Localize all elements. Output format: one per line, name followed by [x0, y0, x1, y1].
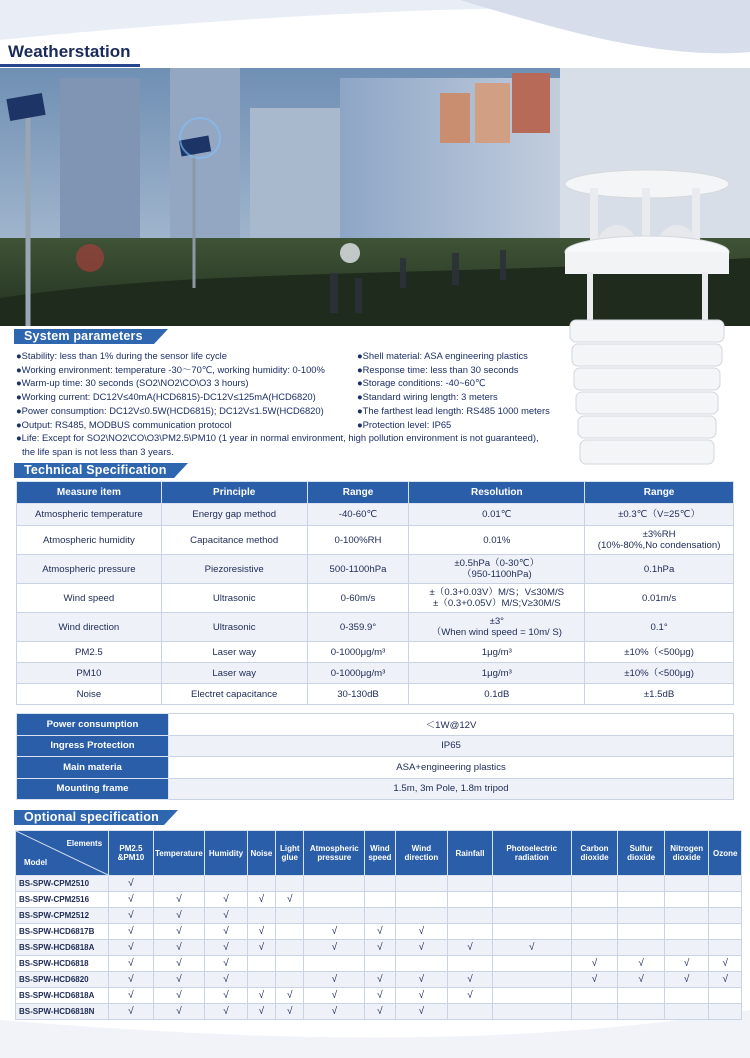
model-name: BS-SPW-HCD6820 — [16, 972, 109, 988]
check-mark: √ — [153, 956, 205, 972]
spec-value: IP65 — [169, 735, 734, 757]
empty-cell — [247, 908, 275, 924]
table-row — [17, 684, 734, 705]
check-mark: √ — [365, 988, 395, 1004]
table-row — [17, 613, 734, 642]
element-column-header: Noise — [247, 831, 275, 876]
table-cell: 1μg/m³ — [409, 642, 585, 663]
check-mark: √ — [395, 940, 448, 956]
check-mark: √ — [153, 924, 205, 940]
table-cell: Wind speed — [17, 584, 162, 613]
model-name: BS-SPW-CPM2510 — [16, 876, 109, 892]
empty-cell — [304, 956, 365, 972]
empty-cell — [492, 1004, 571, 1020]
empty-cell — [664, 988, 709, 1004]
empty-cell — [205, 876, 248, 892]
empty-cell — [709, 940, 742, 956]
empty-cell — [709, 876, 742, 892]
param-line: ●Shell material: ASA engineering plastics — [357, 350, 528, 361]
element-column-header: Wind direction — [395, 831, 448, 876]
system-parameters-right — [357, 349, 550, 431]
check-mark: √ — [247, 1004, 275, 1020]
system-parameters-heading: System parameters — [14, 329, 154, 344]
empty-cell — [276, 908, 304, 924]
empty-cell — [709, 892, 742, 908]
check-mark: √ — [395, 1004, 448, 1020]
element-column-header: Temperature — [153, 831, 205, 876]
empty-cell — [571, 892, 618, 908]
page-title: Weatherstation — [8, 42, 131, 61]
table-cell: 500-1100hPa — [307, 555, 409, 584]
technical-spec-table — [16, 481, 734, 705]
technical-spec-heading: Technical Specification — [14, 463, 174, 478]
empty-cell — [448, 876, 493, 892]
empty-cell — [492, 892, 571, 908]
empty-cell — [276, 972, 304, 988]
table-cell: 0.1hPa — [585, 555, 734, 584]
empty-cell — [153, 876, 205, 892]
corner-elements-label: Elements — [66, 839, 103, 848]
check-mark: √ — [276, 988, 304, 1004]
col-header: Measure item — [17, 482, 162, 504]
empty-cell — [709, 988, 742, 1004]
spec-row — [17, 714, 734, 736]
check-mark: √ — [247, 892, 275, 908]
check-mark: √ — [205, 892, 248, 908]
table-cell: 0-1000μg/m³ — [307, 663, 409, 684]
table-cell: Ultrasonic — [161, 613, 307, 642]
optional-spec-table — [15, 830, 742, 1020]
empty-cell — [448, 908, 493, 924]
table-cell: 0.1dB — [409, 684, 585, 705]
table-cell: 0-60m/s — [307, 584, 409, 613]
model-row — [16, 956, 742, 972]
spec-label: Mounting frame — [17, 778, 169, 800]
table-cell: Noise — [17, 684, 162, 705]
check-mark: √ — [205, 924, 248, 940]
empty-cell — [247, 972, 275, 988]
spec-row — [17, 757, 734, 779]
table-row — [17, 642, 734, 663]
check-mark: √ — [153, 908, 205, 924]
table-cell: Laser way — [161, 663, 307, 684]
table-cell: ±（0.3+0.03V）M/S；V≤30M/S ±（0.3+0.05V）M/S;V≥30M/S — [409, 584, 585, 613]
table-row — [17, 526, 734, 555]
corner-model-label: Model — [24, 858, 48, 867]
element-column-header: Sulfur dioxide — [618, 831, 665, 876]
table-cell: Atmospheric temperature — [17, 504, 162, 526]
check-mark: √ — [365, 924, 395, 940]
system-parameters-life — [16, 431, 539, 458]
empty-cell — [492, 972, 571, 988]
param-line: ●Working environment: temperature -30～70℃, working humidity: 0-100% — [16, 363, 325, 375]
empty-cell — [618, 1004, 665, 1020]
spec-row — [17, 735, 734, 757]
check-mark: √ — [276, 1004, 304, 1020]
check-mark: √ — [618, 956, 665, 972]
empty-cell — [664, 940, 709, 956]
empty-cell — [709, 908, 742, 924]
element-column-header: Atmospheric pressure — [304, 831, 365, 876]
param-line: ●Protection level: IP65 — [357, 418, 452, 430]
table-cell: 0-359.9° — [307, 613, 409, 642]
model-name: BS-SPW-HCD6818A — [16, 940, 109, 956]
param-line: ●Warm-up time: 30 seconds (SO2\NO2\CO\O3 3 hours) — [16, 377, 249, 389]
empty-cell — [664, 1004, 709, 1020]
spec-value: ASA+engineering plastics — [169, 757, 734, 779]
empty-cell — [492, 988, 571, 1004]
check-mark: √ — [109, 940, 154, 956]
check-mark: √ — [247, 924, 275, 940]
table-cell: 0-100%RH — [307, 526, 409, 555]
table-cell: -40-60℃ — [307, 504, 409, 526]
table-cell: Atmospheric pressure — [17, 555, 162, 584]
empty-cell — [304, 876, 365, 892]
table-cell: ±0.3℃（V=25℃） — [585, 504, 734, 526]
element-column-header: Humidity — [205, 831, 248, 876]
table-row — [17, 504, 734, 526]
model-row — [16, 940, 742, 956]
check-mark: √ — [109, 876, 154, 892]
table-cell: Energy gap method — [161, 504, 307, 526]
check-mark: √ — [109, 892, 154, 908]
check-mark: √ — [304, 972, 365, 988]
empty-cell — [618, 908, 665, 924]
empty-cell — [365, 908, 395, 924]
model-row — [16, 988, 742, 1004]
check-mark: √ — [109, 1004, 154, 1020]
table-cell: ±1.5dB — [585, 684, 734, 705]
weather-station-device-image — [552, 160, 742, 480]
empty-cell — [276, 940, 304, 956]
col-header: Principle — [161, 482, 307, 504]
element-column-header: Carbon dioxide — [571, 831, 618, 876]
table-cell: Atmospheric humidity — [17, 526, 162, 555]
check-mark: √ — [365, 1004, 395, 1020]
element-column-header: Nitrogen dioxide — [664, 831, 709, 876]
spec-value: ＜1W@12V — [169, 714, 734, 736]
check-mark: √ — [304, 988, 365, 1004]
empty-cell — [365, 876, 395, 892]
table-row — [17, 584, 734, 613]
empty-cell — [448, 956, 493, 972]
check-mark: √ — [205, 988, 248, 1004]
empty-cell — [276, 876, 304, 892]
empty-cell — [571, 940, 618, 956]
life-line-1: ●Life: Except for SO2\NO2\CO\O3\PM2.5\PM10 (1 year in normal environment, high pollution environment is not guaranteed), — [16, 432, 539, 443]
check-mark: √ — [153, 988, 205, 1004]
empty-cell — [664, 908, 709, 924]
table-cell: Laser way — [161, 642, 307, 663]
param-line: ●Working current: DC12V≤40mA(HCD6815)-DC12V≤125mA(HCD6820) — [16, 391, 316, 403]
empty-cell — [304, 892, 365, 908]
empty-cell — [664, 892, 709, 908]
check-mark: √ — [664, 972, 709, 988]
model-name: BS-SPW-HCD6818 — [16, 956, 109, 972]
table-cell: PM10 — [17, 663, 162, 684]
empty-cell — [571, 876, 618, 892]
model-name: BS-SPW-HCD6818N — [16, 1004, 109, 1020]
element-column-header: Wind speed — [365, 831, 395, 876]
empty-cell — [395, 876, 448, 892]
spec-row — [17, 778, 734, 800]
table-cell: ±3%RH (10%-80%,No condensation) — [585, 526, 734, 555]
empty-cell — [492, 876, 571, 892]
element-column-header: Light glue — [276, 831, 304, 876]
check-mark: √ — [247, 988, 275, 1004]
life-line-2: the life span is not less than 3 years. — [22, 445, 174, 457]
title-underline — [0, 64, 140, 67]
empty-cell — [448, 924, 493, 940]
param-line: ●Response time: less than 30 seconds — [357, 363, 519, 375]
check-mark: √ — [709, 956, 742, 972]
col-header: Range — [585, 482, 734, 504]
check-mark: √ — [153, 892, 205, 908]
empty-cell — [618, 924, 665, 940]
check-mark: √ — [395, 988, 448, 1004]
empty-cell — [276, 924, 304, 940]
empty-cell — [618, 940, 665, 956]
table-cell: 0-1000μg/m³ — [307, 642, 409, 663]
table-cell: ±0.5hPa（0-30℃） （950-1100hPa) — [409, 555, 585, 584]
param-line: ●Power consumption: DC12V≤0.5W(HCD6815); DC12V≤1.5W(HCD6820) — [16, 404, 324, 416]
table-cell: 0.01m/s — [585, 584, 734, 613]
table-cell: 30-130dB — [307, 684, 409, 705]
model-row — [16, 972, 742, 988]
empty-cell — [492, 956, 571, 972]
check-mark: √ — [395, 972, 448, 988]
empty-cell — [571, 1004, 618, 1020]
spec-label: Main materia — [17, 757, 169, 779]
model-name: BS-SPW-CPM2516 — [16, 892, 109, 908]
check-mark: √ — [153, 940, 205, 956]
check-mark: √ — [304, 1004, 365, 1020]
check-mark: √ — [109, 956, 154, 972]
col-header: Range — [307, 482, 409, 504]
check-mark: √ — [153, 1004, 205, 1020]
table-row — [17, 663, 734, 684]
check-mark: √ — [395, 924, 448, 940]
check-mark: √ — [571, 972, 618, 988]
model-row — [16, 1004, 742, 1020]
table-cell: ±10%（<500μg) — [585, 642, 734, 663]
spec-label: Power consumption — [17, 714, 169, 736]
check-mark: √ — [205, 940, 248, 956]
table-cell: Ultrasonic — [161, 584, 307, 613]
technical-spec-rows — [17, 504, 734, 705]
empty-cell — [395, 908, 448, 924]
check-mark: √ — [205, 1004, 248, 1020]
model-row — [16, 908, 742, 924]
model-name: BS-SPW-CPM2512 — [16, 908, 109, 924]
empty-cell — [492, 924, 571, 940]
model-row — [16, 892, 742, 908]
table-cell: 0.01% — [409, 526, 585, 555]
table-cell: 0.01℃ — [409, 504, 585, 526]
check-mark: √ — [664, 956, 709, 972]
check-mark: √ — [247, 940, 275, 956]
check-mark: √ — [109, 924, 154, 940]
check-mark: √ — [276, 892, 304, 908]
check-mark: √ — [448, 940, 493, 956]
check-mark: √ — [448, 988, 493, 1004]
element-column-header: Rainfall — [448, 831, 493, 876]
empty-cell — [395, 892, 448, 908]
check-mark: √ — [205, 908, 248, 924]
table-cell: ±10%（<500μg) — [585, 663, 734, 684]
empty-cell — [276, 956, 304, 972]
element-column-header: PM2.5 &PM10 — [109, 831, 154, 876]
empty-cell — [448, 892, 493, 908]
model-row — [16, 924, 742, 940]
param-line: ●Stability: less than 1% during the sensor life cycle — [16, 350, 227, 361]
element-column-header: Ozone — [709, 831, 742, 876]
empty-cell — [365, 892, 395, 908]
check-mark: √ — [365, 940, 395, 956]
empty-cell — [618, 876, 665, 892]
param-line: ●Storage conditions: -40~60℃ — [357, 377, 486, 389]
empty-cell — [571, 908, 618, 924]
empty-cell — [395, 956, 448, 972]
spec-label: Ingress Protection — [17, 735, 169, 757]
table-row — [17, 555, 734, 584]
param-line: ●Standard wiring length: 3 meters — [357, 391, 498, 403]
model-row — [16, 876, 742, 892]
system-parameters-left — [16, 349, 325, 431]
table-cell: ±3° （When wind speed = 10m/ S) — [409, 613, 585, 642]
empty-cell — [365, 956, 395, 972]
table-cell: Capacitance method — [161, 526, 307, 555]
empty-cell — [618, 892, 665, 908]
check-mark: √ — [571, 956, 618, 972]
element-column-header: Photoelectric radiation — [492, 831, 571, 876]
optional-spec-heading: Optional specification — [14, 810, 164, 825]
empty-cell — [664, 876, 709, 892]
empty-cell — [618, 988, 665, 1004]
col-header: Resolution — [409, 482, 585, 504]
check-mark: √ — [205, 972, 248, 988]
check-mark: √ — [709, 972, 742, 988]
check-mark: √ — [365, 972, 395, 988]
table-cell: Electret capacitance — [161, 684, 307, 705]
param-line: ●The farthest lead length: RS485 1000 meters — [357, 404, 550, 416]
empty-cell — [571, 924, 618, 940]
spec-value: 1.5m, 3m Pole, 1.8m tripod — [169, 778, 734, 800]
check-mark: √ — [109, 908, 154, 924]
empty-cell — [492, 908, 571, 924]
empty-cell — [448, 1004, 493, 1020]
empty-cell — [571, 988, 618, 1004]
check-mark: √ — [492, 940, 571, 956]
table-cell: 0.1° — [585, 613, 734, 642]
corner-header — [16, 831, 109, 876]
check-mark: √ — [205, 956, 248, 972]
table-cell: Piezoresistive — [161, 555, 307, 584]
empty-cell — [709, 1004, 742, 1020]
table-cell: PM2.5 — [17, 642, 162, 663]
check-mark: √ — [618, 972, 665, 988]
check-mark: √ — [153, 972, 205, 988]
empty-cell — [247, 876, 275, 892]
check-mark: √ — [448, 972, 493, 988]
empty-cell — [304, 908, 365, 924]
check-mark: √ — [109, 988, 154, 1004]
general-spec-table — [16, 713, 734, 800]
empty-cell — [247, 956, 275, 972]
empty-cell — [709, 924, 742, 940]
table-cell: 1μg/m³ — [409, 663, 585, 684]
table-cell: Wind direction — [17, 613, 162, 642]
model-name: BS-SPW-HCD6817B — [16, 924, 109, 940]
check-mark: √ — [109, 972, 154, 988]
empty-cell — [664, 924, 709, 940]
param-line: ●Output: RS485, MODBUS communication protocol — [16, 418, 232, 430]
check-mark: √ — [304, 940, 365, 956]
check-mark: √ — [304, 924, 365, 940]
model-name: BS-SPW-HCD6818A — [16, 988, 109, 1004]
